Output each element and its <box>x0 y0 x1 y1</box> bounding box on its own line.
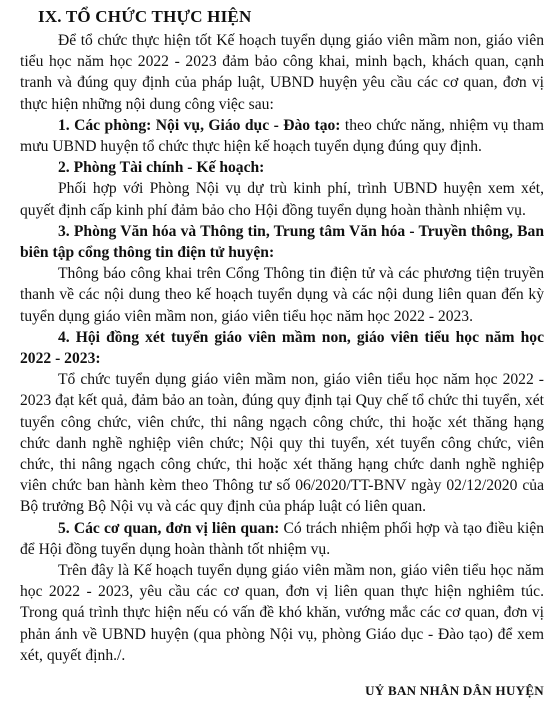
closing-paragraph: Trên đây là Kế hoạch tuyển dụng giáo viên mầm non, giáo viên tiểu học năm học 2022 - 2023, yêu cầu các cơ quan, đơn vị liên quan thực hiện nghiêm túc. Trong quá trình thực hiện nếu có vấn đề khó khăn, vướng mắc các cơ quan, đơn vị phản ánh về UBND huyện (qua phòng Nội vụ, phòng Giáo dục - Đào tạo) để xem xét, quyết định./. <box>20 562 544 664</box>
item-4-body: Tổ chức tuyển dụng giáo viên mầm non, giáo viên tiểu học năm học 2022 - 2023 đạt kết quả, đảm bảo an toàn, đúng quy định tại Quy chế tổ chức thi tuyển, xét tuyển công chức, viên chức, thi nâng ngạch công chức, thi hoặc xét thăng hạng chức danh nghề nghiệp viên chức; Nội quy thi tuyển, xét tuyển công chức, viên chức, thi nâng ngạch công chức, thi hoặc xét thăng hạng chức danh nghề nghiệp viên chức ban hành kèm theo Thông tư số 06/2020/TT-BNV ngày 02/12/2020 của Bộ trưởng Bộ Nội vụ và các quy định của pháp luật có liên quan. <box>20 371 544 516</box>
item-1-body: theo chức năng, nhiệm vụ tham mưu UBND huyện tổ chức thực hiện kế hoạch tuyển dụng đúng quy định. <box>20 116 544 156</box>
item-2-heading: 2. Phòng Tài chính - Kế hoạch: <box>58 159 265 177</box>
section-title: IX. TỔ CHỨC THỰC HIỆN <box>38 7 252 26</box>
item-4-heading: 4. Hội đồng xét tuyển giáo viên mầm non, giáo viên tiểu học năm học 2022 - 2023: <box>20 328 544 368</box>
item-1-heading: 1. Các phòng: Nội vụ, Giáo dục - Đào tạo: <box>58 116 341 134</box>
item-3-body: Thông báo công khai trên Cổng Thông tin điện tử và các phương tiện truyền thanh về các nội dung theo kế hoạch tuyển dụng và các nội dung liên quan đến kỳ tuyển dụng giáo viên mầm non, giáo viên tiểu học năm học 2022 - 2023. <box>20 265 544 325</box>
item-2-body: Phối hợp với Phòng Nội vụ dự trù kinh phí, trình UBND huyện xem xét, quyết định cấp kinh phí đảm bảo cho Hội đồng tuyển dụng hoàn thành nhiệm vụ. <box>20 180 544 219</box>
item-5-paragraph <box>20 518 544 560</box>
item-5-heading: 5. Các cơ quan, đơn vị liên quan: <box>58 519 280 537</box>
item-1-paragraph <box>20 115 544 157</box>
item-5-body: Có trách nhiệm phối hợp và tạo điều kiện để Hội đồng tuyển dụng hoàn thành tốt nhiệm vụ. <box>20 519 545 558</box>
intro-paragraph: Để tổ chức thực hiện tốt Kế hoạch tuyển dụng giáo viên mầm non, giáo viên tiểu học năm học 2022 - 2023 đảm bảo công khai, minh bạch, khách quan, cạnh tranh và đúng quy định của pháp luật, UBND huyện yêu cầu các cơ quan, đơn vị thực hiện những nội dung công việc sau: <box>20 32 544 113</box>
signature-block: UỶ BAN NHÂN DÂN HUYỆN <box>365 683 544 698</box>
item-3-heading: 3. Phòng Văn hóa và Thông tin, Trung tâm Văn hóa - Truyền thông, Ban biên tập cổng thông tin điện tử huyện: <box>20 222 544 262</box>
